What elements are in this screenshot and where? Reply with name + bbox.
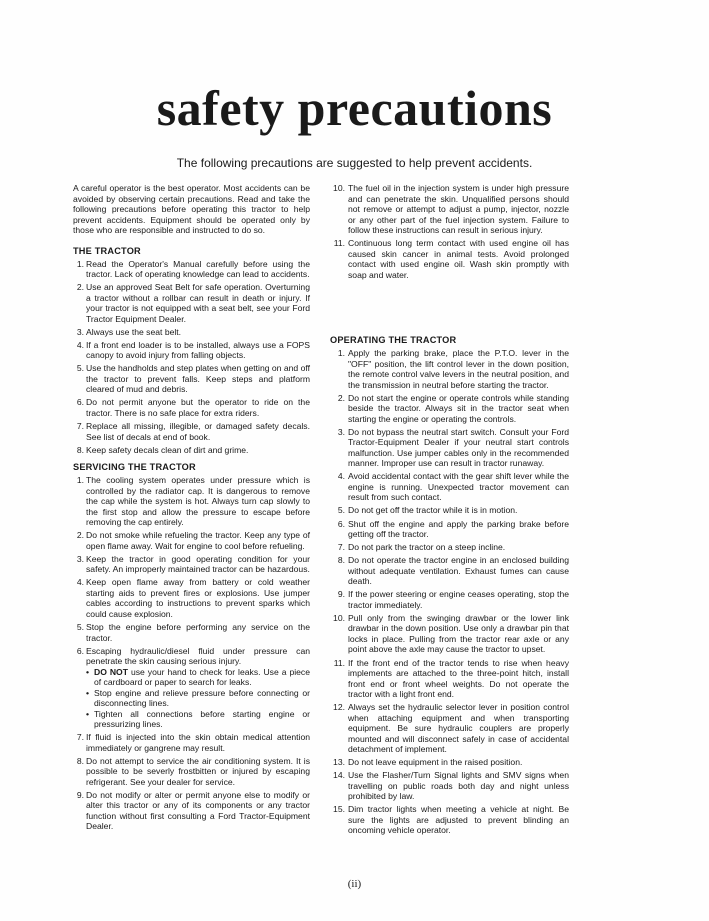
item-text: Use the handholds and step plates when getting on and off the tractor to prevent falls. Keep steps and platform cleared of mud and debris. (86, 363, 310, 395)
item-number: 6. (337, 518, 345, 529)
item-number: 8. (337, 555, 345, 566)
item-text: Read the Operator's Manual carefully before using the tractor. Lack of operating knowledge can lead to accidents. (86, 258, 310, 279)
list-item (330, 757, 569, 768)
list-item (73, 530, 310, 551)
bullet-icon: • (86, 687, 90, 698)
item-text: Do not modify or alter or permit anyone else to modify or alter this tractor or any of its components or any tractor function without first consulting a Ford Tractor-Equipment Dealer. (86, 789, 310, 832)
item-text: Keep the tractor in good operating condition for your safety. An improperly maintained tractor can be hazardous. (86, 553, 310, 575)
list-item (73, 363, 310, 395)
sub-bullet-item (86, 709, 310, 730)
item-number: 1. (76, 258, 84, 269)
list-item (330, 555, 569, 587)
item-number: 3. (76, 553, 84, 564)
item-text: Keep open flame away from battery or cold weather starting aids to prevent fires or explosions. Use jumper cables according to instructions to prevent sparks which could cause explosion. (86, 577, 310, 619)
right-column (330, 183, 569, 842)
item-number: 5. (337, 505, 345, 516)
item-text: Do not permit anyone but the operator to ride on the tractor. There is no safe place for extra riders. (86, 397, 310, 418)
servicing-list (73, 475, 310, 832)
tractor-list (73, 259, 310, 456)
item-text: If the front end of the tractor tends to rise when heavy implements are attached to the three-point hitch, install front end or front wheel weights. Do not operate the tractor with a light front end. (348, 657, 569, 700)
item-text: Replace all missing, illegible, or damaged safety decals. See list of decals at end of book. (86, 421, 310, 442)
item-number: 13. (333, 757, 345, 768)
bullet-icon: • (86, 708, 90, 719)
list-item (73, 646, 310, 730)
section-heading-operating: OPERATING THE TRACTOR (330, 335, 457, 346)
item-number: 4. (76, 339, 84, 350)
item-text: Escaping hydraulic/diesel fluid under pressure can penetrate the skin causing serious injury. (86, 645, 310, 667)
sub-bullet-item (86, 667, 310, 688)
list-item (73, 756, 310, 788)
list-item (73, 397, 310, 418)
list-item (73, 622, 310, 643)
item-number: 2. (337, 392, 345, 403)
item-text: Pull only from the swinging drawbar or the lower link drawbar in the down position. Use only a drawbar pin that locks in place. Pulling from the tractor rear axle or any point above the axle may cause the tractor to upset. (348, 612, 569, 655)
item-text: Do not operate the tractor engine in an enclosed building without adequate ventilation. Exhaust fumes can cause death. (348, 555, 569, 587)
column-gap (330, 286, 569, 334)
item-number: 6. (76, 397, 84, 408)
item-number: 14. (333, 770, 345, 781)
item-text: The fuel oil in the injection system is under high pressure and can penetrate the skin. Unqualified persons should not remove or attempt to adjust a pump, injector, nozzle or any other part of the fuel injection system. Failure to follow these instructions can result in serious injury. (348, 183, 569, 235)
item-text: Dim tractor lights when meeting a vehicle at night. Be sure the lights are adjusted to prevent blinding an oncoming vehicle operator. (348, 804, 569, 836)
list-item (330, 542, 569, 553)
item-text: Use an approved Seat Belt for safe operation. Overturning a tractor without a rollbar can result in death or injury. If your tractor is not equipped with a seat belt, see your Ford Tractor Equipment Dealer. (86, 282, 310, 324)
item-number: 7. (337, 542, 345, 553)
sub-bullet-item (86, 688, 310, 709)
list-item (73, 554, 310, 575)
item-text: Always set the hydraulic selector lever in position control when attaching equipment and when transporting equipment. Be sure hydraulic couplers are properly mounted and will disconnect safely in case of accidental detachment of implement. (348, 702, 569, 755)
item-text: Avoid accidental contact with the gear shift lever while the engine is running. Unexpected tractor movement can result from such contact. (348, 471, 569, 503)
item-number: 11. (333, 657, 345, 668)
item-number: 15. (333, 804, 345, 815)
page-number: (ii) (347, 878, 362, 890)
item-text: If the power steering or engine ceases operating, stop the tractor immediately. (348, 589, 569, 610)
list-item (330, 238, 569, 280)
item-number: 9. (76, 789, 84, 800)
bullet-text: Tighten all connections before starting engine or pressurizing lines. (94, 708, 310, 730)
list-item (73, 790, 310, 832)
item-text: Always use the seat belt. (86, 326, 182, 337)
list-item (73, 445, 310, 456)
item-number: 7. (76, 421, 84, 432)
list-item (73, 327, 310, 338)
item-number: 1. (76, 475, 84, 486)
list-item (330, 183, 569, 236)
item-text: Do not bypass the neutral start switch. Consult your Ford Tractor-Equipment Dealer if your neutral start controls malfunction. Use jumper cables only in the recommended manner. Improper use can result in tractor runaway. (348, 426, 569, 469)
item-number: 4. (337, 471, 345, 482)
sub-bullet-list (86, 667, 310, 730)
item-number: 5. (76, 363, 84, 374)
item-text: The cooling system operates under pressure which is controlled by the radiator cap. It is dangerous to remove the cap while the system is hot. Always turn cap slowly to the first stop and allow the pressure to escape before removing the cap entirely. (86, 475, 310, 528)
item-number: 4. (76, 577, 84, 588)
list-item (330, 658, 569, 700)
item-text: Do not smoke while refueling the tractor. Keep any type of open flame away. Wait for engine to cool before refueling. (86, 530, 310, 551)
intro-paragraph: A careful operator is the best operator. Most accidents can be avoided by observing certain precautions. Read and take the following precautions before operating this tractor to help prevent accidents. Equipment should be operated only by those who are responsible and instructed to do so. (73, 183, 310, 235)
item-number: 10. (333, 183, 345, 193)
item-number: 2. (76, 282, 84, 293)
bold-warning: DO NOT (94, 666, 128, 677)
list-item (330, 427, 569, 469)
left-column (73, 183, 310, 838)
list-item (330, 393, 569, 425)
item-number: 7. (76, 732, 84, 743)
item-number: 11. (333, 238, 345, 249)
list-item (73, 259, 310, 280)
item-text: Continuous long term contact with used engine oil has caused skin cancer in animal tests. Avoid prolonged contact with used engine oil. Wash skin promptly with soap and water. (348, 238, 569, 280)
page-subtitle: The following precautions are suggested to help prevent accidents. (176, 156, 533, 170)
item-text: Do not start the engine or operate controls while standing beside the tractor. Always sit in the tractor seat when starting the engine or operating the controls. (348, 392, 569, 424)
section-heading-the-tractor: THE TRACTOR (73, 245, 141, 256)
list-item (73, 577, 310, 619)
list-item (330, 471, 569, 503)
item-text: Do not attempt to service the air conditioning system. It is possible to be severly frostbitten or injured by escaping refrigerant. See your dealer for service. (86, 755, 310, 787)
item-text: Do not leave equipment in the raised position. (348, 757, 523, 768)
section-heading-servicing: SERVICING THE TRACTOR (73, 462, 196, 473)
item-text: Apply the parking brake, place the P.T.O. lever in the "OFF" position, the lift control lever in the down position, the remote control valve levers in the neutral position, and the transmission in neutral before starting the tractor. (348, 348, 569, 390)
item-number: 8. (76, 755, 84, 766)
item-number: 6. (76, 645, 84, 656)
list-item (330, 505, 569, 516)
list-item (330, 348, 569, 390)
item-number: 3. (76, 326, 84, 337)
item-number: 1. (337, 348, 345, 359)
item-number: 10. (333, 612, 345, 623)
item-number: 5. (76, 622, 84, 633)
list-item (330, 702, 569, 755)
item-number: 8. (76, 444, 84, 455)
list-item (73, 282, 310, 324)
servicing-list-continued (330, 183, 569, 280)
bullet-text: use your hand to check for leaks. Use a piece of cardboard or paper to search for leaks. (94, 666, 310, 688)
item-number: 2. (76, 530, 84, 541)
list-item (330, 519, 569, 540)
list-item (73, 475, 310, 528)
item-text: Stop the engine before performing any service on the tractor. (86, 622, 310, 643)
item-number: 3. (337, 426, 345, 437)
item-number: 12. (333, 702, 345, 713)
bullet-icon: • (86, 666, 90, 677)
item-text: Use the Flasher/Turn Signal lights and SMV signs when travelling on public roads both day and night unless prohibited by law. (348, 770, 569, 802)
item-text: If a front end loader is to be installed, always use a FOPS canopy to avoid injury from falling objects. (86, 339, 310, 361)
item-text: Keep safety decals clean of dirt and grime. (86, 444, 249, 455)
list-item (73, 340, 310, 361)
item-text: Do not park the tractor on a steep incline. (348, 542, 506, 553)
bullet-text: Stop engine and relieve pressure before connecting or disconnecting lines. (94, 687, 310, 709)
list-item (330, 770, 569, 802)
list-item (330, 589, 569, 610)
list-item (330, 804, 569, 836)
item-text: Do not get off the tractor while it is in motion. (348, 505, 518, 516)
item-number: 9. (337, 589, 345, 600)
list-item (73, 732, 310, 753)
page-title: safety precautions (156, 80, 553, 136)
item-text: Shut off the engine and apply the parking brake before getting off the tractor. (348, 518, 569, 540)
item-text: If fluid is injected into the skin obtain medical attention immediately or gangrene may result. (86, 732, 310, 753)
operating-list (330, 348, 569, 836)
list-item (330, 613, 569, 655)
list-item (73, 421, 310, 442)
